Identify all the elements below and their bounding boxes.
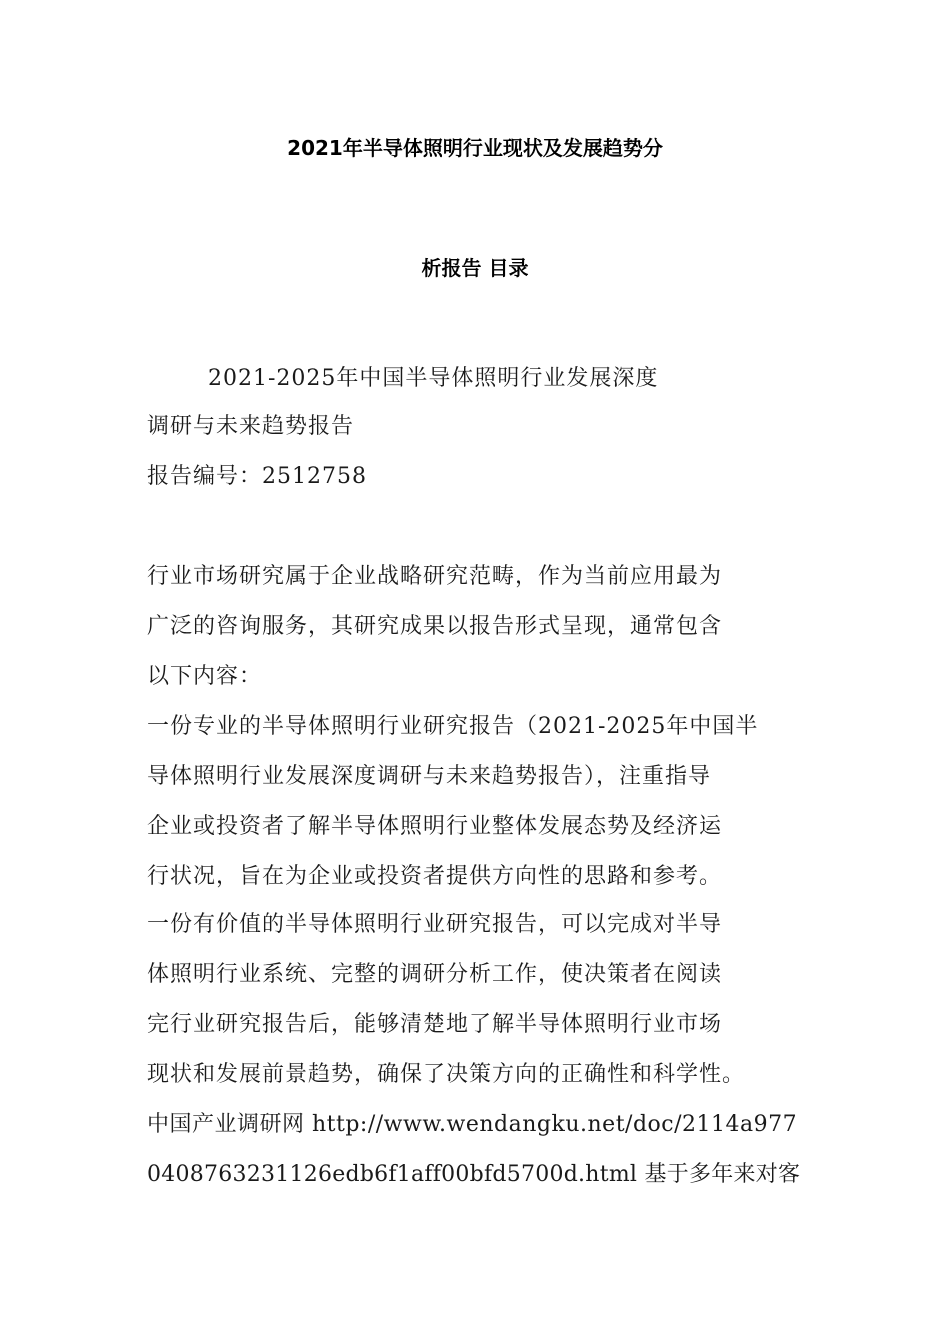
report-number: 报告编号：2512758 bbox=[147, 464, 367, 489]
body-line-url: 中国产业调研网 http://www.wendangku.net/doc/2114a977 bbox=[147, 1112, 798, 1137]
body-line: 现状和发展前景趋势，确保了决策方向的正确性和科学性。 bbox=[147, 1062, 746, 1087]
body-line-url-continued: 0408763231126edb6f1aff00bfd5700d.html 基于多年来对客 bbox=[147, 1162, 801, 1187]
body-line: 一份专业的半导体照明行业研究报告（2021-2025年中国半 bbox=[147, 714, 759, 739]
body-line: 行业市场研究属于企业战略研究范畴，作为当前应用最为 bbox=[147, 564, 723, 589]
document-title-line-1: 2021年半导体照明行业现状及发展趋势分 bbox=[287, 136, 663, 160]
body-line: 完行业研究报告后，能够清楚地了解半导体照明行业市场 bbox=[147, 1012, 723, 1037]
body-line: 体照明行业系统、完整的调研分析工作，使决策者在阅读 bbox=[147, 962, 723, 987]
document-title-line-2: 析报告 目录 bbox=[421, 256, 529, 280]
body-line: 一份有价值的半导体照明行业研究报告，可以完成对半导 bbox=[147, 912, 723, 937]
body-line: 以下内容： bbox=[147, 664, 263, 689]
body-line: 导体照明行业发展深度调研与未来趋势报告），注重指导 bbox=[147, 764, 712, 789]
body-line: 企业或投资者了解半导体照明行业整体发展态势及经济运 bbox=[147, 814, 723, 839]
report-name-line-1: 2021-2025年中国半导体照明行业发展深度 bbox=[208, 366, 659, 391]
body-line: 广泛的咨询服务，其研究成果以报告形式呈现，通常包含 bbox=[147, 614, 723, 639]
body-line: 行状况，旨在为企业或投资者提供方向性的思路和参考。 bbox=[147, 864, 723, 889]
report-name-line-2: 调研与未来趋势报告 bbox=[147, 414, 355, 439]
